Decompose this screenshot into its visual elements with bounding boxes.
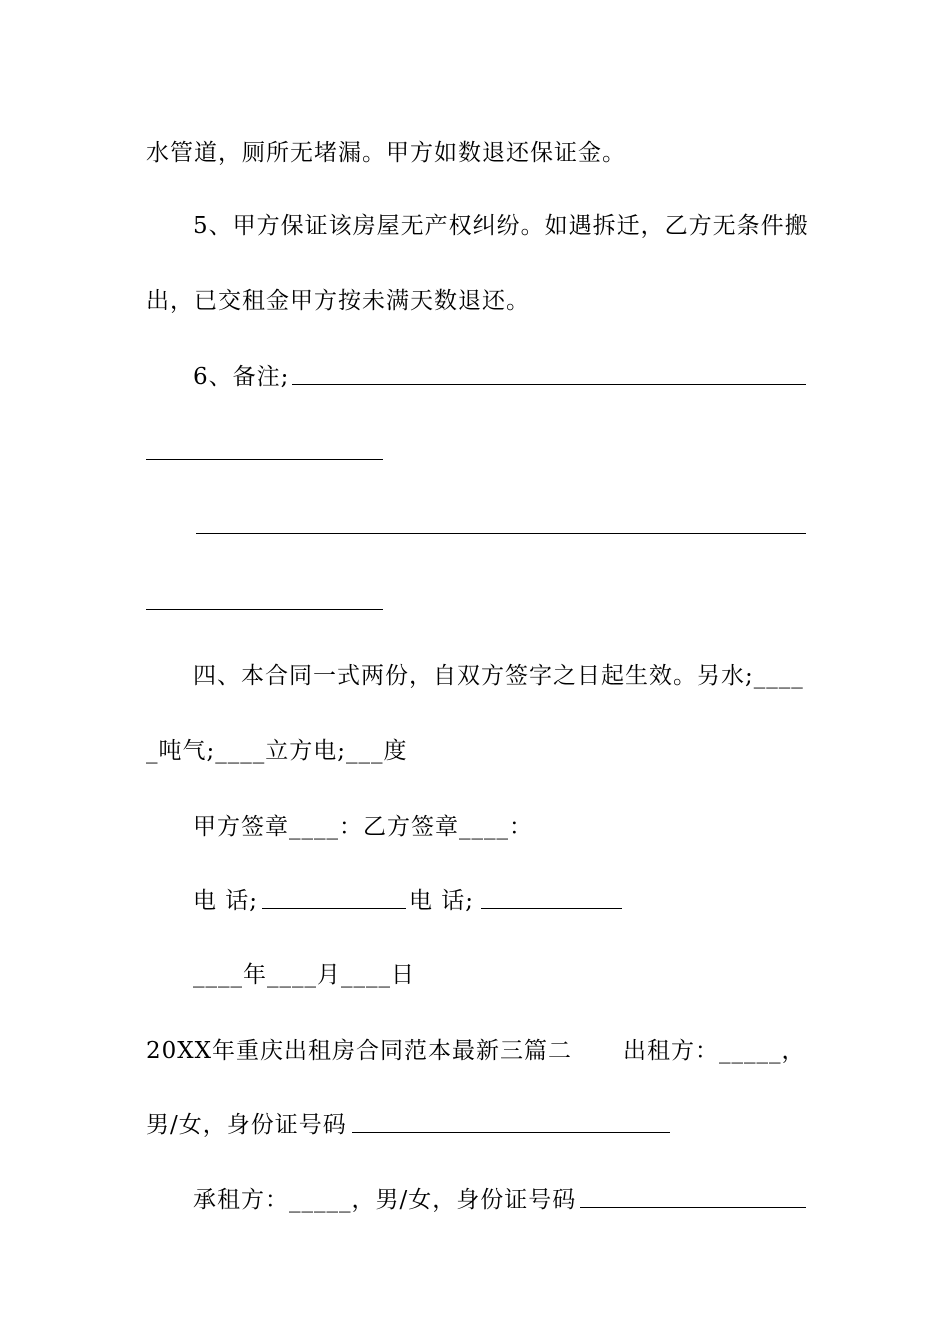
phone-blank-party-a [262, 908, 406, 909]
clause-5-continued: 出，已交租金甲方按未满天数退还。 [146, 288, 530, 314]
clause-4-line: 四、本合同一式两份，自双方签字之日起生效。另水;____ [193, 663, 804, 689]
lessor-id-label: 男/女，身份证号码 [146, 1112, 347, 1138]
date-line: ____年____月____日 [193, 962, 415, 988]
phone-label-party-a: 电 话; [193, 888, 259, 914]
lessee-id-blank [580, 1207, 806, 1208]
remarks-blank-line [146, 609, 383, 610]
clause-6-remarks: 6、备注; [193, 364, 290, 390]
paragraph-line: 水管道，厕所无堵漏。甲方如数退还保证金。 [146, 140, 626, 166]
clause-5-line: 5、甲方保证该房屋无产权纠纷。如遇拆迁，乙方无条件搬 [193, 213, 809, 239]
phone-blank-party-b [481, 908, 622, 909]
lessor-id-blank [352, 1132, 670, 1133]
remarks-blank-line [196, 533, 806, 534]
lessee-field: 承租方：_____，男/女，身份证号码 [193, 1187, 577, 1213]
section-title: 20XX年重庆出租房合同范本最新三篇二 [146, 1038, 573, 1064]
phone-label-party-b: 电 话; [409, 888, 475, 914]
utilities-line: _吨气;____立方电;___度 [146, 738, 408, 764]
remarks-blank-line [292, 384, 806, 385]
remarks-blank-line [146, 459, 383, 460]
lessor-field: 出租方：_____， [623, 1038, 806, 1064]
signature-line: 甲方签章____：乙方签章____： [193, 814, 533, 840]
